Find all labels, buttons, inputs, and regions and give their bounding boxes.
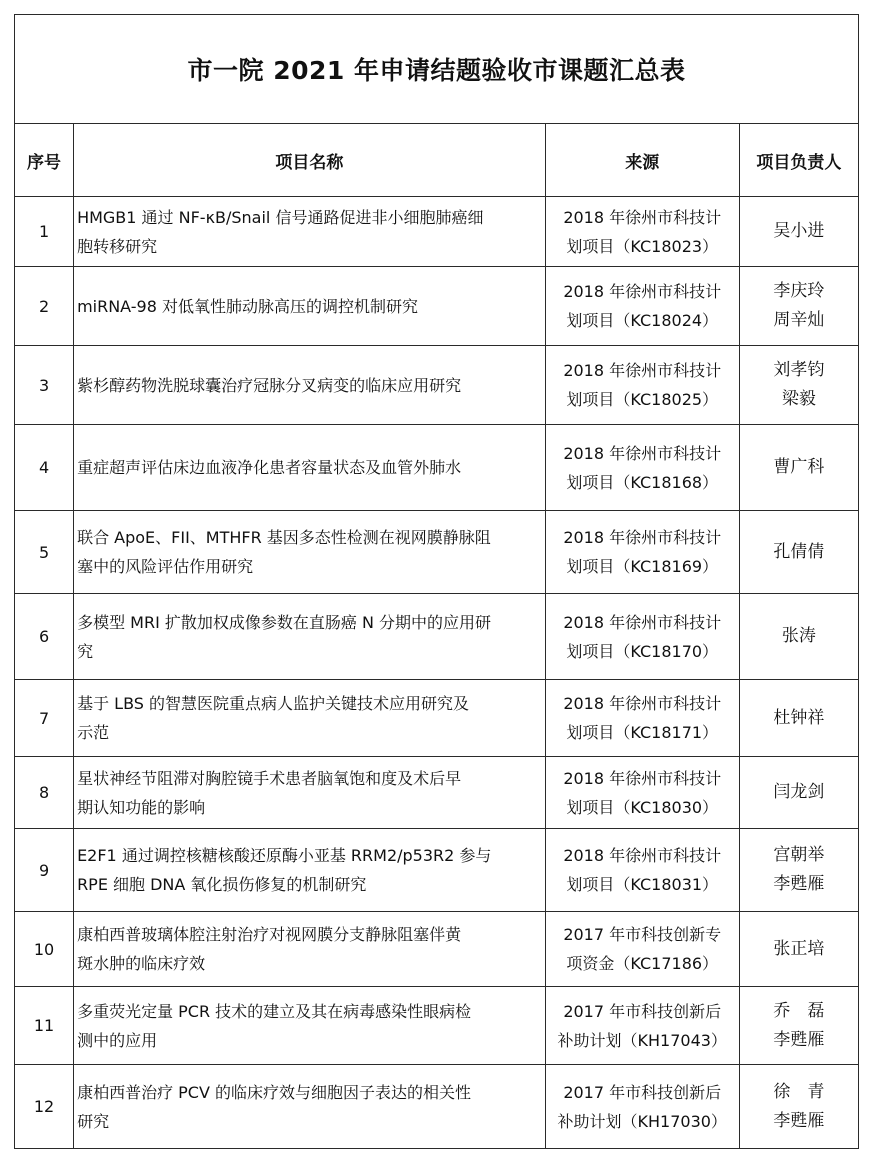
project-source-line: 划项目（KC18023） [566, 236, 719, 256]
project-source-line: 2018 年徐州市科技计 [563, 361, 722, 380]
table-row [15, 912, 859, 987]
project-source [545, 511, 739, 594]
project-source [545, 267, 739, 346]
project-name [74, 1065, 546, 1149]
project-name-line: E2F1 通过调控核糖核酸还原酶小亚基 RRM2/p53R2 参与 [77, 846, 492, 865]
project-leader [739, 829, 858, 912]
project-source-line: 2018 年徐州市科技计 [563, 612, 722, 632]
table-body [15, 197, 859, 1149]
header-project-name: 项目名称 [74, 124, 546, 197]
table-row [15, 594, 859, 680]
project-source-line: 划项目（KC18171） [566, 723, 719, 742]
project-source-line: 2018 年徐州市科技计 [563, 846, 722, 865]
row-number: 1 [15, 197, 74, 267]
table-row [15, 197, 859, 267]
project-leader [739, 425, 858, 511]
project-source [545, 987, 739, 1065]
project-name-line: 康柏西普玻璃体腔注射治疗对视网膜分支静脉阻塞伴黄 [77, 925, 462, 944]
project-name-line: 联合 ApoE、FII、MTHFR 基因多态性检测在视网膜静脉阻 [77, 528, 491, 547]
project-leader-line: 张正培 [773, 938, 825, 959]
header-num: 序号 [15, 124, 74, 197]
project-source-line: 划项目（KC18024） [566, 311, 719, 330]
project-name-line: 测中的应用 [77, 1030, 158, 1050]
project-source-line: 2017 年市科技创新后 [563, 1001, 722, 1021]
project-source-line: 2017 年市科技创新专 [563, 925, 722, 944]
project-source [545, 425, 739, 511]
project-name [74, 267, 546, 346]
project-name-line: miRNA-98 对低氧性肺动脉高压的调控机制研究 [77, 296, 418, 316]
project-name-line: 胞转移研究 [77, 236, 158, 256]
project-leader-line: 乔 磊 [773, 1000, 825, 1021]
project-name-line: 星状神经节阻滞对胸腔镜手术患者脑氧饱和度及术后早 [77, 768, 462, 788]
project-name [74, 680, 546, 757]
project-name-line: 塞中的风险评估作用研究 [77, 557, 254, 576]
project-source-line: 划项目（KC18025） [566, 390, 719, 409]
project-source-line: 2018 年徐州市科技计 [563, 528, 722, 547]
project-name [74, 511, 546, 594]
project-leader [739, 197, 858, 267]
document-title: 市一院 2021 年申请结题验收市课题汇总表 [15, 15, 859, 124]
title-row [15, 15, 859, 124]
project-name [74, 912, 546, 987]
project-name-line: RPE 细胞 DNA 氧化损伤修复的机制研究 [77, 875, 367, 894]
table-row [15, 346, 859, 425]
project-source-line: 2018 年徐州市科技计 [563, 207, 722, 227]
header-leader: 项目负责人 [739, 124, 858, 197]
project-leader-line: 李甦雁 [773, 1110, 825, 1131]
table-row [15, 757, 859, 829]
project-name-line: 重症超声评估床边血液净化患者容量状态及血管外肺水 [77, 458, 462, 477]
project-name-line: 期认知功能的影响 [77, 797, 206, 817]
project-source [545, 757, 739, 829]
project-source-line: 补助计划（KH17030） [557, 1111, 727, 1131]
table-row [15, 829, 859, 912]
project-leader-line: 孔倩倩 [773, 541, 825, 562]
project-leader-line: 宫朝举 [773, 845, 825, 865]
table-row [15, 680, 859, 757]
project-name [74, 594, 546, 680]
row-number: 11 [15, 987, 74, 1065]
project-name-line: 究 [77, 641, 94, 661]
row-number: 3 [15, 346, 74, 425]
project-leader [739, 511, 858, 594]
project-leader-line: 曹广科 [773, 457, 825, 477]
row-number: 6 [15, 594, 74, 680]
project-leader-line: 张涛 [781, 626, 816, 646]
project-source-line: 划项目（KC18031） [566, 875, 719, 894]
project-leader [739, 912, 858, 987]
project-name-line: 示范 [77, 723, 110, 742]
header-source: 来源 [545, 124, 739, 197]
project-leader-line: 李甦雁 [773, 1029, 825, 1050]
project-name [74, 829, 546, 912]
project-name [74, 425, 546, 511]
header-row [15, 124, 859, 197]
project-source [545, 829, 739, 912]
project-source-line: 划项目（KC18030） [566, 797, 719, 817]
row-number: 9 [15, 829, 74, 912]
project-leader [739, 594, 858, 680]
table-row [15, 425, 859, 511]
row-number: 5 [15, 511, 74, 594]
project-source-line: 项资金（KC17186） [566, 954, 719, 973]
project-leader-line: 杜钟祥 [773, 707, 825, 728]
project-source [545, 346, 739, 425]
row-number: 7 [15, 680, 74, 757]
project-source [545, 680, 739, 757]
project-source [545, 912, 739, 987]
project-leader-line: 梁毅 [781, 389, 816, 409]
project-source-line: 补助计划（KH17043） [557, 1030, 727, 1050]
row-number: 4 [15, 425, 74, 511]
project-leader-line: 李甦雁 [773, 874, 825, 894]
project-leader-line: 李庆玲 [773, 281, 825, 301]
project-name-line: 研究 [77, 1111, 110, 1131]
project-name-line: HMGB1 通过 NF-κB/Snail 信号通路促进非小细胞肺癌细 [77, 207, 484, 227]
project-source [545, 197, 739, 267]
project-name-line: 紫杉醇药物洗脱球囊治疗冠脉分叉病变的临床应用研究 [77, 375, 462, 395]
row-number: 10 [15, 912, 74, 987]
row-number: 2 [15, 267, 74, 346]
project-name-line: 多重荧光定量 PCR 技术的建立及其在病毒感染性眼病检 [77, 1001, 472, 1021]
project-leader-line: 吴小进 [773, 221, 825, 241]
project-source-line: 划项目（KC18168） [566, 472, 719, 492]
project-leader-line: 闫龙剑 [773, 782, 825, 802]
project-leader [739, 346, 858, 425]
project-name-line: 多模型 MRI 扩散加权成像参数在直肠癌 N 分期中的应用研 [77, 612, 492, 632]
table-row [15, 511, 859, 594]
project-leader-line: 徐 青 [773, 1081, 825, 1102]
project-source-line: 2018 年徐州市科技计 [563, 768, 722, 788]
project-leader-line: 刘孝钧 [773, 360, 825, 380]
project-source-line: 2017 年市科技创新后 [563, 1082, 722, 1102]
table-row [15, 267, 859, 346]
project-source-line: 2018 年徐州市科技计 [563, 694, 722, 713]
project-source-line: 2018 年徐州市科技计 [563, 282, 722, 301]
summary-table [14, 14, 859, 1149]
project-source-line: 划项目（KC18169） [566, 557, 719, 576]
project-leader [739, 680, 858, 757]
project-source [545, 1065, 739, 1149]
project-name [74, 757, 546, 829]
row-number: 8 [15, 757, 74, 829]
project-source-line: 2018 年徐州市科技计 [563, 443, 722, 463]
project-leader-line: 周辛灿 [773, 310, 825, 330]
table-row [15, 987, 859, 1065]
table-row [15, 1065, 859, 1149]
project-leader [739, 987, 858, 1065]
project-name-line: 斑水肿的临床疗效 [77, 954, 206, 973]
project-name [74, 987, 546, 1065]
project-name-line: 基于 LBS 的智慧医院重点病人监护关键技术应用研究及 [77, 694, 470, 713]
project-name [74, 346, 546, 425]
project-leader [739, 1065, 858, 1149]
project-source [545, 594, 739, 680]
project-name-line: 康柏西普治疗 PCV 的临床疗效与细胞因子表达的相关性 [77, 1082, 472, 1102]
row-number: 12 [15, 1065, 74, 1149]
project-name [74, 197, 546, 267]
project-leader [739, 267, 858, 346]
project-leader [739, 757, 858, 829]
project-source-line: 划项目（KC18170） [566, 641, 719, 661]
